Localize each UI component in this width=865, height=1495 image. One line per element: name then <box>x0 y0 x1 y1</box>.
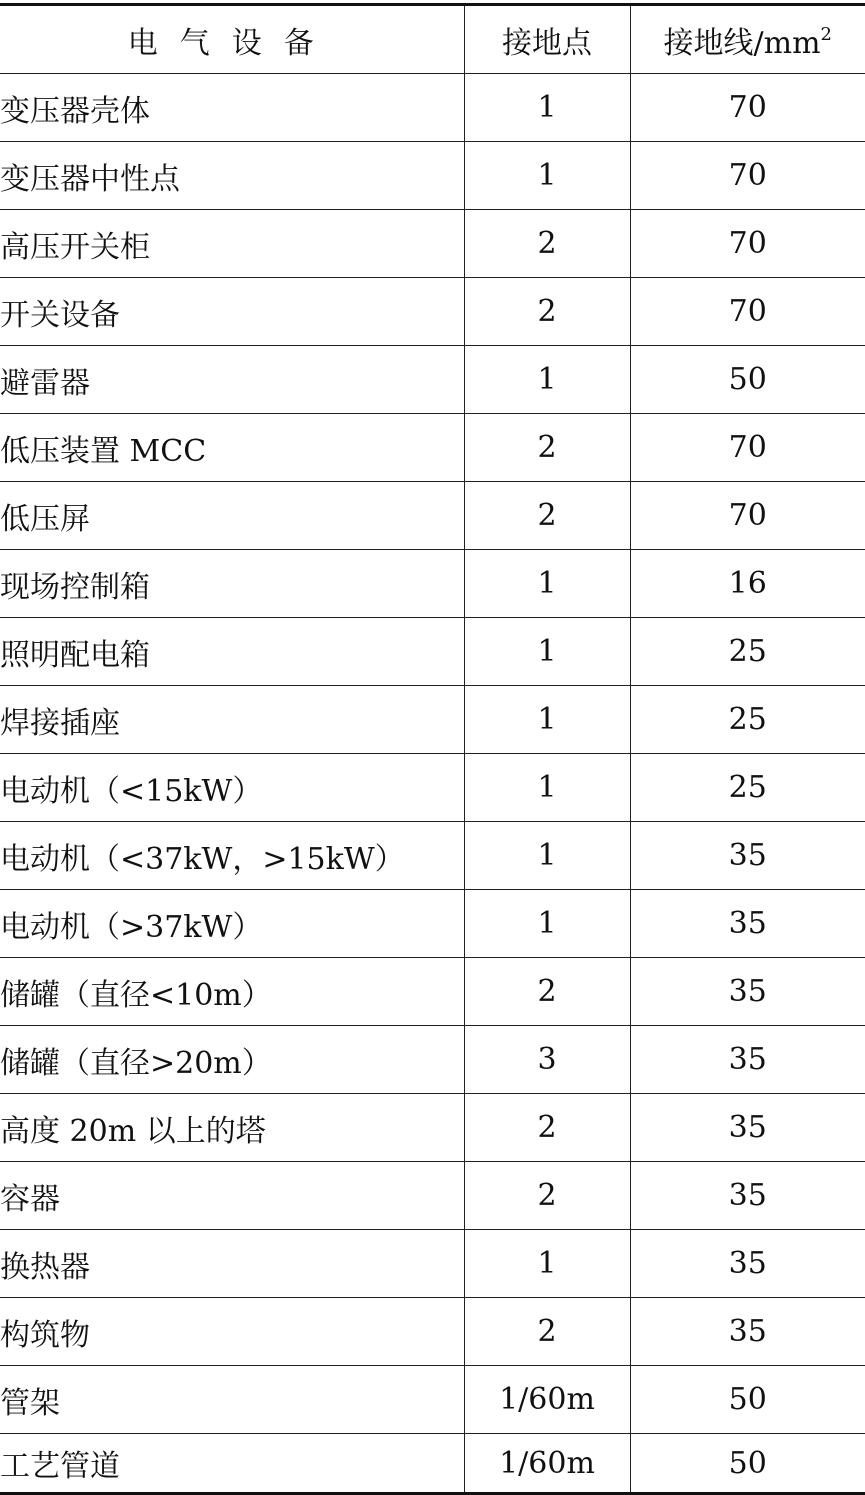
cell-equipment: 低压屏 <box>0 482 464 550</box>
table-row <box>0 890 865 958</box>
cell-grounding-points: 1 <box>464 822 630 890</box>
cell-grounding-wire: 50 <box>630 1434 865 1494</box>
cell-grounding-wire: 35 <box>630 1230 865 1298</box>
table-row <box>0 1162 865 1230</box>
table-row <box>0 1026 865 1094</box>
cell-grounding-wire: 70 <box>630 414 865 482</box>
cell-equipment: 照明配电箱 <box>0 618 464 686</box>
cell-grounding-points: 1 <box>464 890 630 958</box>
column-header-equipment: 电气设备 <box>0 5 464 74</box>
cell-grounding-points: 1/60m <box>464 1366 630 1434</box>
cell-grounding-points: 3 <box>464 1026 630 1094</box>
cell-equipment: 高压开关柜 <box>0 210 464 278</box>
table-row <box>0 1230 865 1298</box>
table-row <box>0 618 865 686</box>
table-row <box>0 958 865 1026</box>
cell-equipment: 变压器中性点 <box>0 142 464 210</box>
table-row <box>0 278 865 346</box>
cell-equipment: 低压装置 MCC <box>0 414 464 482</box>
cell-equipment: 电动机（<37kW，>15kW） <box>0 822 464 890</box>
cell-equipment: 避雷器 <box>0 346 464 414</box>
table-row <box>0 1434 865 1494</box>
table-row <box>0 74 865 142</box>
cell-grounding-wire: 70 <box>630 142 865 210</box>
table-row <box>0 210 865 278</box>
cell-equipment: 换热器 <box>0 1230 464 1298</box>
cell-grounding-points: 1 <box>464 686 630 754</box>
cell-equipment: 管架 <box>0 1366 464 1434</box>
table-row <box>0 1298 865 1366</box>
cell-grounding-wire: 16 <box>630 550 865 618</box>
cell-grounding-points: 2 <box>464 210 630 278</box>
wire-header-text: 接地线/mm <box>663 25 821 61</box>
cell-grounding-wire: 35 <box>630 890 865 958</box>
cell-grounding-points: 1/60m <box>464 1434 630 1494</box>
cell-grounding-points: 1 <box>464 550 630 618</box>
grounding-table <box>0 3 865 1495</box>
table-body <box>0 74 865 1494</box>
cell-grounding-wire: 50 <box>630 346 865 414</box>
cell-equipment: 焊接插座 <box>0 686 464 754</box>
cell-grounding-wire: 25 <box>630 618 865 686</box>
cell-grounding-wire: 70 <box>630 482 865 550</box>
cell-equipment: 储罐（直径<10m） <box>0 958 464 1026</box>
cell-equipment: 容器 <box>0 1162 464 1230</box>
column-header-grounding-wire <box>630 5 865 74</box>
cell-equipment: 现场控制箱 <box>0 550 464 618</box>
table-row <box>0 550 865 618</box>
table-row <box>0 822 865 890</box>
cell-grounding-wire: 35 <box>630 1026 865 1094</box>
cell-grounding-points: 1 <box>464 1230 630 1298</box>
cell-equipment: 变压器壳体 <box>0 74 464 142</box>
cell-grounding-wire: 25 <box>630 686 865 754</box>
wire-header-superscript: 2 <box>820 23 832 45</box>
cell-grounding-wire: 35 <box>630 1298 865 1366</box>
cell-grounding-wire: 70 <box>630 278 865 346</box>
cell-grounding-points: 1 <box>464 142 630 210</box>
cell-grounding-wire: 35 <box>630 1094 865 1162</box>
header-row <box>0 5 865 74</box>
table-row <box>0 346 865 414</box>
cell-equipment: 电动机（<15kW） <box>0 754 464 822</box>
cell-grounding-wire: 25 <box>630 754 865 822</box>
table-row <box>0 482 865 550</box>
table-row <box>0 414 865 482</box>
cell-grounding-points: 2 <box>464 958 630 1026</box>
table-row <box>0 754 865 822</box>
cell-equipment: 储罐（直径>20m） <box>0 1026 464 1094</box>
cell-grounding-points: 2 <box>464 414 630 482</box>
cell-equipment: 电动机（>37kW） <box>0 890 464 958</box>
cell-grounding-points: 1 <box>464 618 630 686</box>
cell-grounding-points: 1 <box>464 754 630 822</box>
cell-grounding-wire: 35 <box>630 822 865 890</box>
cell-equipment: 高度 20m 以上的塔 <box>0 1094 464 1162</box>
cell-grounding-wire: 50 <box>630 1366 865 1434</box>
cell-grounding-points: 1 <box>464 74 630 142</box>
cell-grounding-points: 2 <box>464 1162 630 1230</box>
cell-grounding-points: 2 <box>464 278 630 346</box>
cell-equipment: 构筑物 <box>0 1298 464 1366</box>
cell-grounding-points: 1 <box>464 346 630 414</box>
table-row <box>0 1094 865 1162</box>
cell-grounding-wire: 35 <box>630 1162 865 1230</box>
cell-equipment: 工艺管道 <box>0 1434 464 1494</box>
cell-grounding-points: 2 <box>464 1298 630 1366</box>
table-row <box>0 1366 865 1434</box>
table-row <box>0 686 865 754</box>
cell-grounding-wire: 70 <box>630 210 865 278</box>
cell-grounding-points: 2 <box>464 1094 630 1162</box>
cell-grounding-wire: 35 <box>630 958 865 1026</box>
table-row <box>0 142 865 210</box>
cell-equipment: 开关设备 <box>0 278 464 346</box>
column-header-grounding-points: 接地点 <box>464 5 630 74</box>
cell-grounding-points: 2 <box>464 482 630 550</box>
cell-grounding-wire: 70 <box>630 74 865 142</box>
